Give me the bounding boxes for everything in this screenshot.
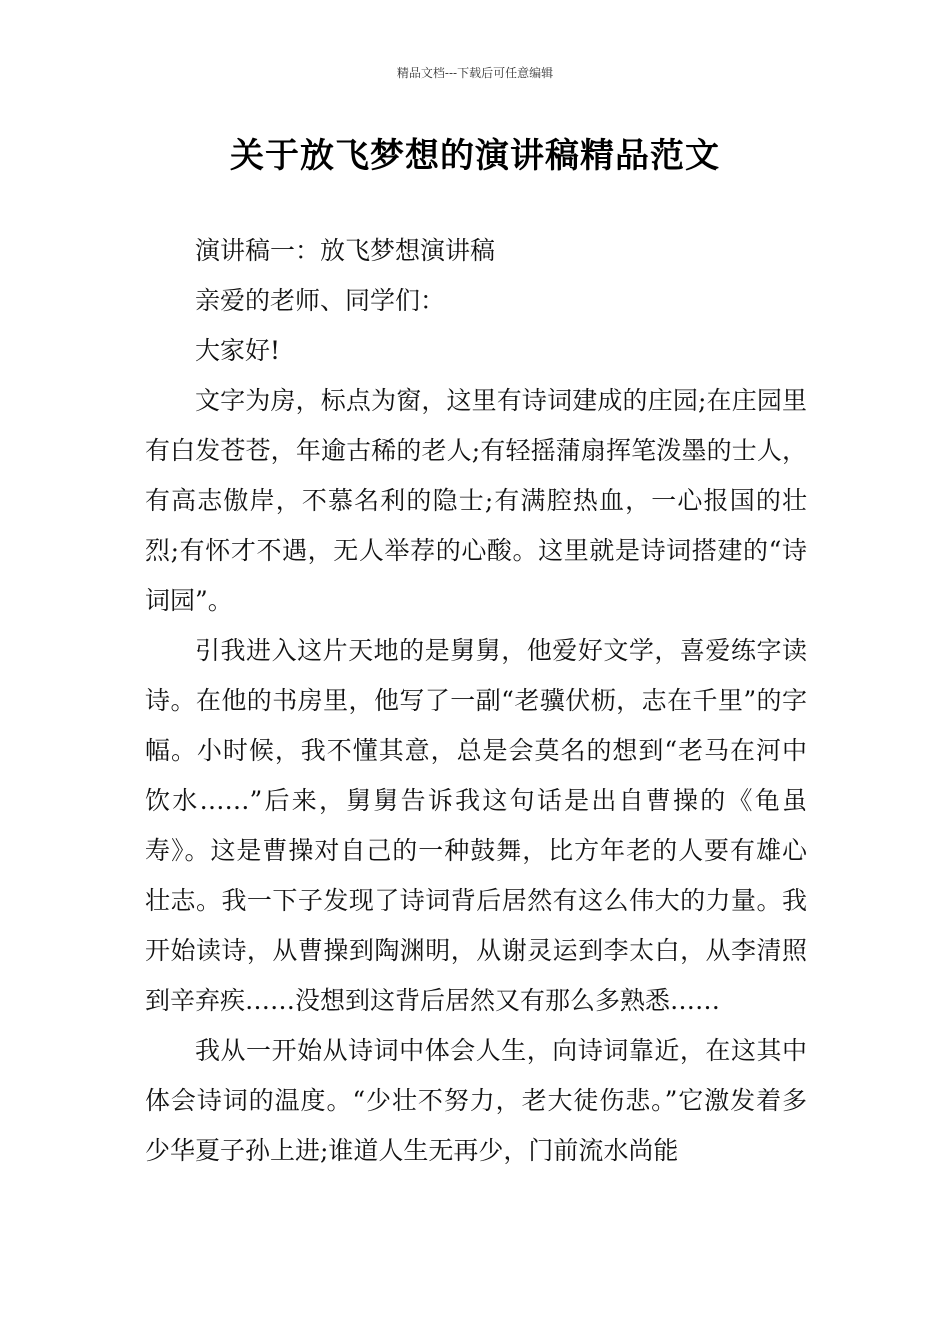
paragraph-salutation: 亲爱的老师、同学们： (195, 286, 446, 315)
paragraph-speech-heading: 演讲稿一：放飞梦想演讲稿 (195, 236, 496, 265)
header-note: 精品文档---下载后可任意编辑 (396, 66, 554, 80)
paragraph-greeting: 大家好! (195, 336, 281, 365)
paragraph-body-2: 引我进入这片天地的是舅舅，他爱好文学，喜爱练字读诗。在他的书房里，他写了一副“老骥伏枥，志在千里”的字幅。小时候，我不懂其意，总是会莫名的想到“老马在河中饮水……”后来，舅舅告诉我这句话是出自曹操的《龟虽寿》。这是曹操对自己的一种鼓舞，比方年老的人要有雄心壮志。我一下子发现了诗词背后居然有这么伟大的力量。我开始读诗，从曹操到陶渊明，从谢灵运到李太白，从李清照到辛弃疾……没想到这背后居然又有那么多熟悉…… (145, 636, 807, 1015)
page-title: 关于放飞梦想的演讲稿精品范文 (230, 136, 720, 176)
document-body (145, 226, 807, 1176)
paragraph-body-3: 我从一开始从诗词中体会人生，向诗词靠近，在这其中体会诗词的温度。“少壮不努力，老大徒伤悲。”它激发着多少华夏子孙上进;谁道人生无再少，门前流水尚能 (145, 1036, 807, 1165)
paragraph-body-1: 文字为房，标点为窗，这里有诗词建成的庄园;在庄园里有白发苍苍，年逾古稀的老人;有轻摇蒲扇挥笔泼墨的士人，有高志傲岸，不慕名利的隐士;有满腔热血，一心报国的壮烈;有怀才不遇，无人举荐的心酸。这里就是诗词搭建的“诗词园”。 (145, 386, 807, 615)
